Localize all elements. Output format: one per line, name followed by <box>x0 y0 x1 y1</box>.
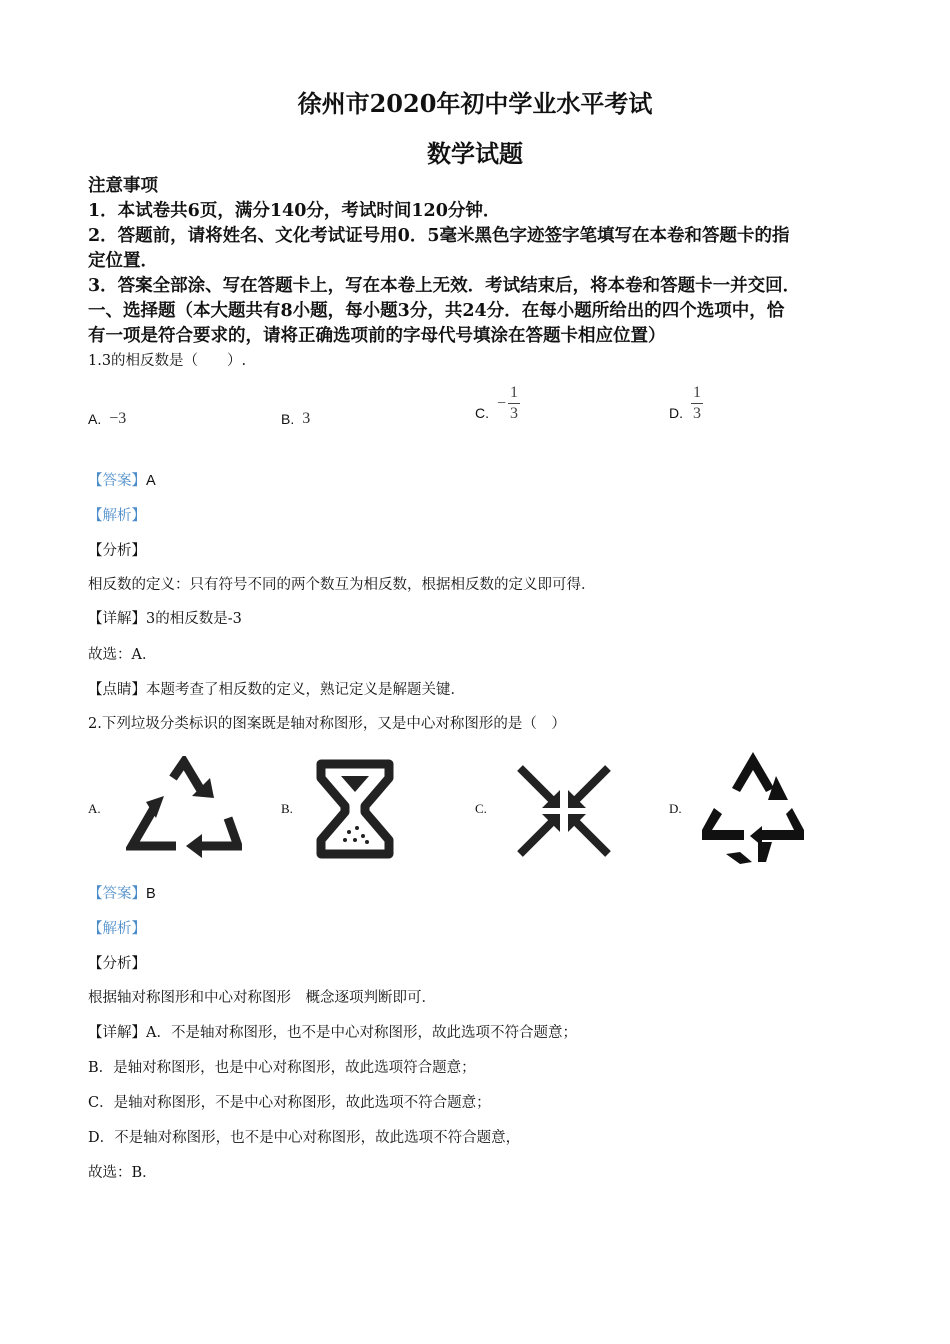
q1-comment-tag: 【点睛】 <box>88 682 146 698</box>
q1-analysis-tag: 【解析】 <box>88 508 146 524</box>
q2-detail-c: C．是轴对称图形，不是中心对称图形，故此选项不符合题意； <box>88 1095 491 1111</box>
recycle-triangle-icon-a <box>126 756 242 858</box>
q1-answer-row <box>88 471 878 491</box>
q1-choose: 故选：A． <box>88 647 157 663</box>
q1-option-d-fraction <box>691 384 703 423</box>
note-item-3: 3．答案全部涂、写在答题卡上，写在本卷上无效．考试结束后，将本卷和答题卡一并交回． <box>88 276 801 296</box>
q2-option-b-label: B. <box>281 801 293 816</box>
q1-detail-tag: 【详解】 <box>88 611 146 627</box>
hourglass-icon-b <box>315 758 395 860</box>
q1-option-d-denominator: 3 <box>693 405 701 422</box>
section-heading-line2: 有一项是符合要求的，请将正确选项前的字母代号填涂在答题卡相应位置） <box>88 326 666 346</box>
note-item-2: 2．答题前，请将姓名、文化考试证号用0．5毫米黑色字迹签字笔填写在本卷和答题卡的指 <box>88 226 790 246</box>
q2-answer: B <box>146 886 156 902</box>
exam-title: 徐州市2020年初中学业水平考试 <box>297 89 653 118</box>
q2-option-d-label: D. <box>669 801 682 816</box>
q1-stem: 1.3的相反数是（ ）. <box>88 353 247 369</box>
q2-answer-row <box>88 884 878 904</box>
q2-fenxi-tag: 【分析】 <box>88 956 146 972</box>
q2-option-a-label: A. <box>88 801 101 816</box>
q1-option-d-numerator: 1 <box>693 384 701 401</box>
q1-option-c-denominator: 3 <box>510 405 519 422</box>
q1-detail-row <box>88 609 878 629</box>
fraction-bar <box>508 403 520 404</box>
exam-subtitle: 数学试题 <box>427 139 523 168</box>
q1-option-d <box>669 384 703 423</box>
q1-option-a <box>88 410 126 428</box>
q2-fenxi: 根据轴对称图形和中心对称图形 概念逐项判断即可． <box>88 990 436 1006</box>
section-heading-line1: 一、选择题（本大题共有8小题，每小题3分，共24分．在每小题所给出的四个选项中，恰 <box>88 301 785 321</box>
q1-option-b-label: B. <box>281 411 295 427</box>
q2-detail-a: A．不是轴对称图形，也不是中心对称图形，故此选项不符合题意； <box>146 1025 577 1041</box>
q2-answer-tag: 【答案】 <box>88 886 146 902</box>
q1-option-c <box>475 384 520 423</box>
q1-option-c-sign: − <box>497 394 507 412</box>
fraction-bar <box>691 403 703 404</box>
converging-arrows-icon-c <box>514 762 614 860</box>
q2-detail-d: D．不是轴对称图形，也不是中心对称图形，故此选项不符合题意， <box>88 1130 521 1146</box>
q1-option-b <box>281 410 310 428</box>
q1-fenxi: 相反数的定义：只有符号不同的两个数互为相反数，根据相反数的定义即可得． <box>88 577 596 593</box>
q1-comment-row <box>88 680 878 700</box>
q1-answer-tag: 【答案】 <box>88 473 146 489</box>
q1-option-a-label: A. <box>88 411 102 427</box>
q2-option-c-label: C. <box>475 801 487 816</box>
q1-comment: 本题考查了相反数的定义，熟记定义是解题关键． <box>146 682 465 698</box>
q1-fenxi-tag: 【分析】 <box>88 543 146 559</box>
q1-option-c-label: C. <box>475 404 489 421</box>
notes-heading: 注意事项 <box>88 176 158 196</box>
recycle-bold-icon-d <box>700 750 806 864</box>
note-item-1: 1．本试卷共6页，满分140分，考试时间120分钟． <box>88 201 501 221</box>
q2-stem: 2.下列垃圾分类标识的图案既是轴对称图形，又是中心对称图形的是（ ） <box>88 716 566 732</box>
q2-choose: 故选：B． <box>88 1165 157 1181</box>
q2-analysis-tag: 【解析】 <box>88 921 146 937</box>
note-item-2-cont: 定位置． <box>88 251 158 271</box>
q2-detail-row <box>88 1023 878 1043</box>
q1-option-b-value: 3 <box>302 410 311 427</box>
q2-detail-tag: 【详解】 <box>88 1025 146 1041</box>
q1-answer: A <box>146 473 156 489</box>
q1-option-c-numerator: 1 <box>510 384 519 401</box>
q1-option-c-fraction <box>508 384 520 423</box>
q2-detail-b: B．是轴对称图形，也是中心对称图形，故此选项符合题意； <box>88 1060 476 1076</box>
q1-option-a-value: −3 <box>109 410 127 427</box>
q1-detail: 3的相反数是-3 <box>146 611 242 627</box>
q1-option-d-label: D. <box>669 404 683 421</box>
